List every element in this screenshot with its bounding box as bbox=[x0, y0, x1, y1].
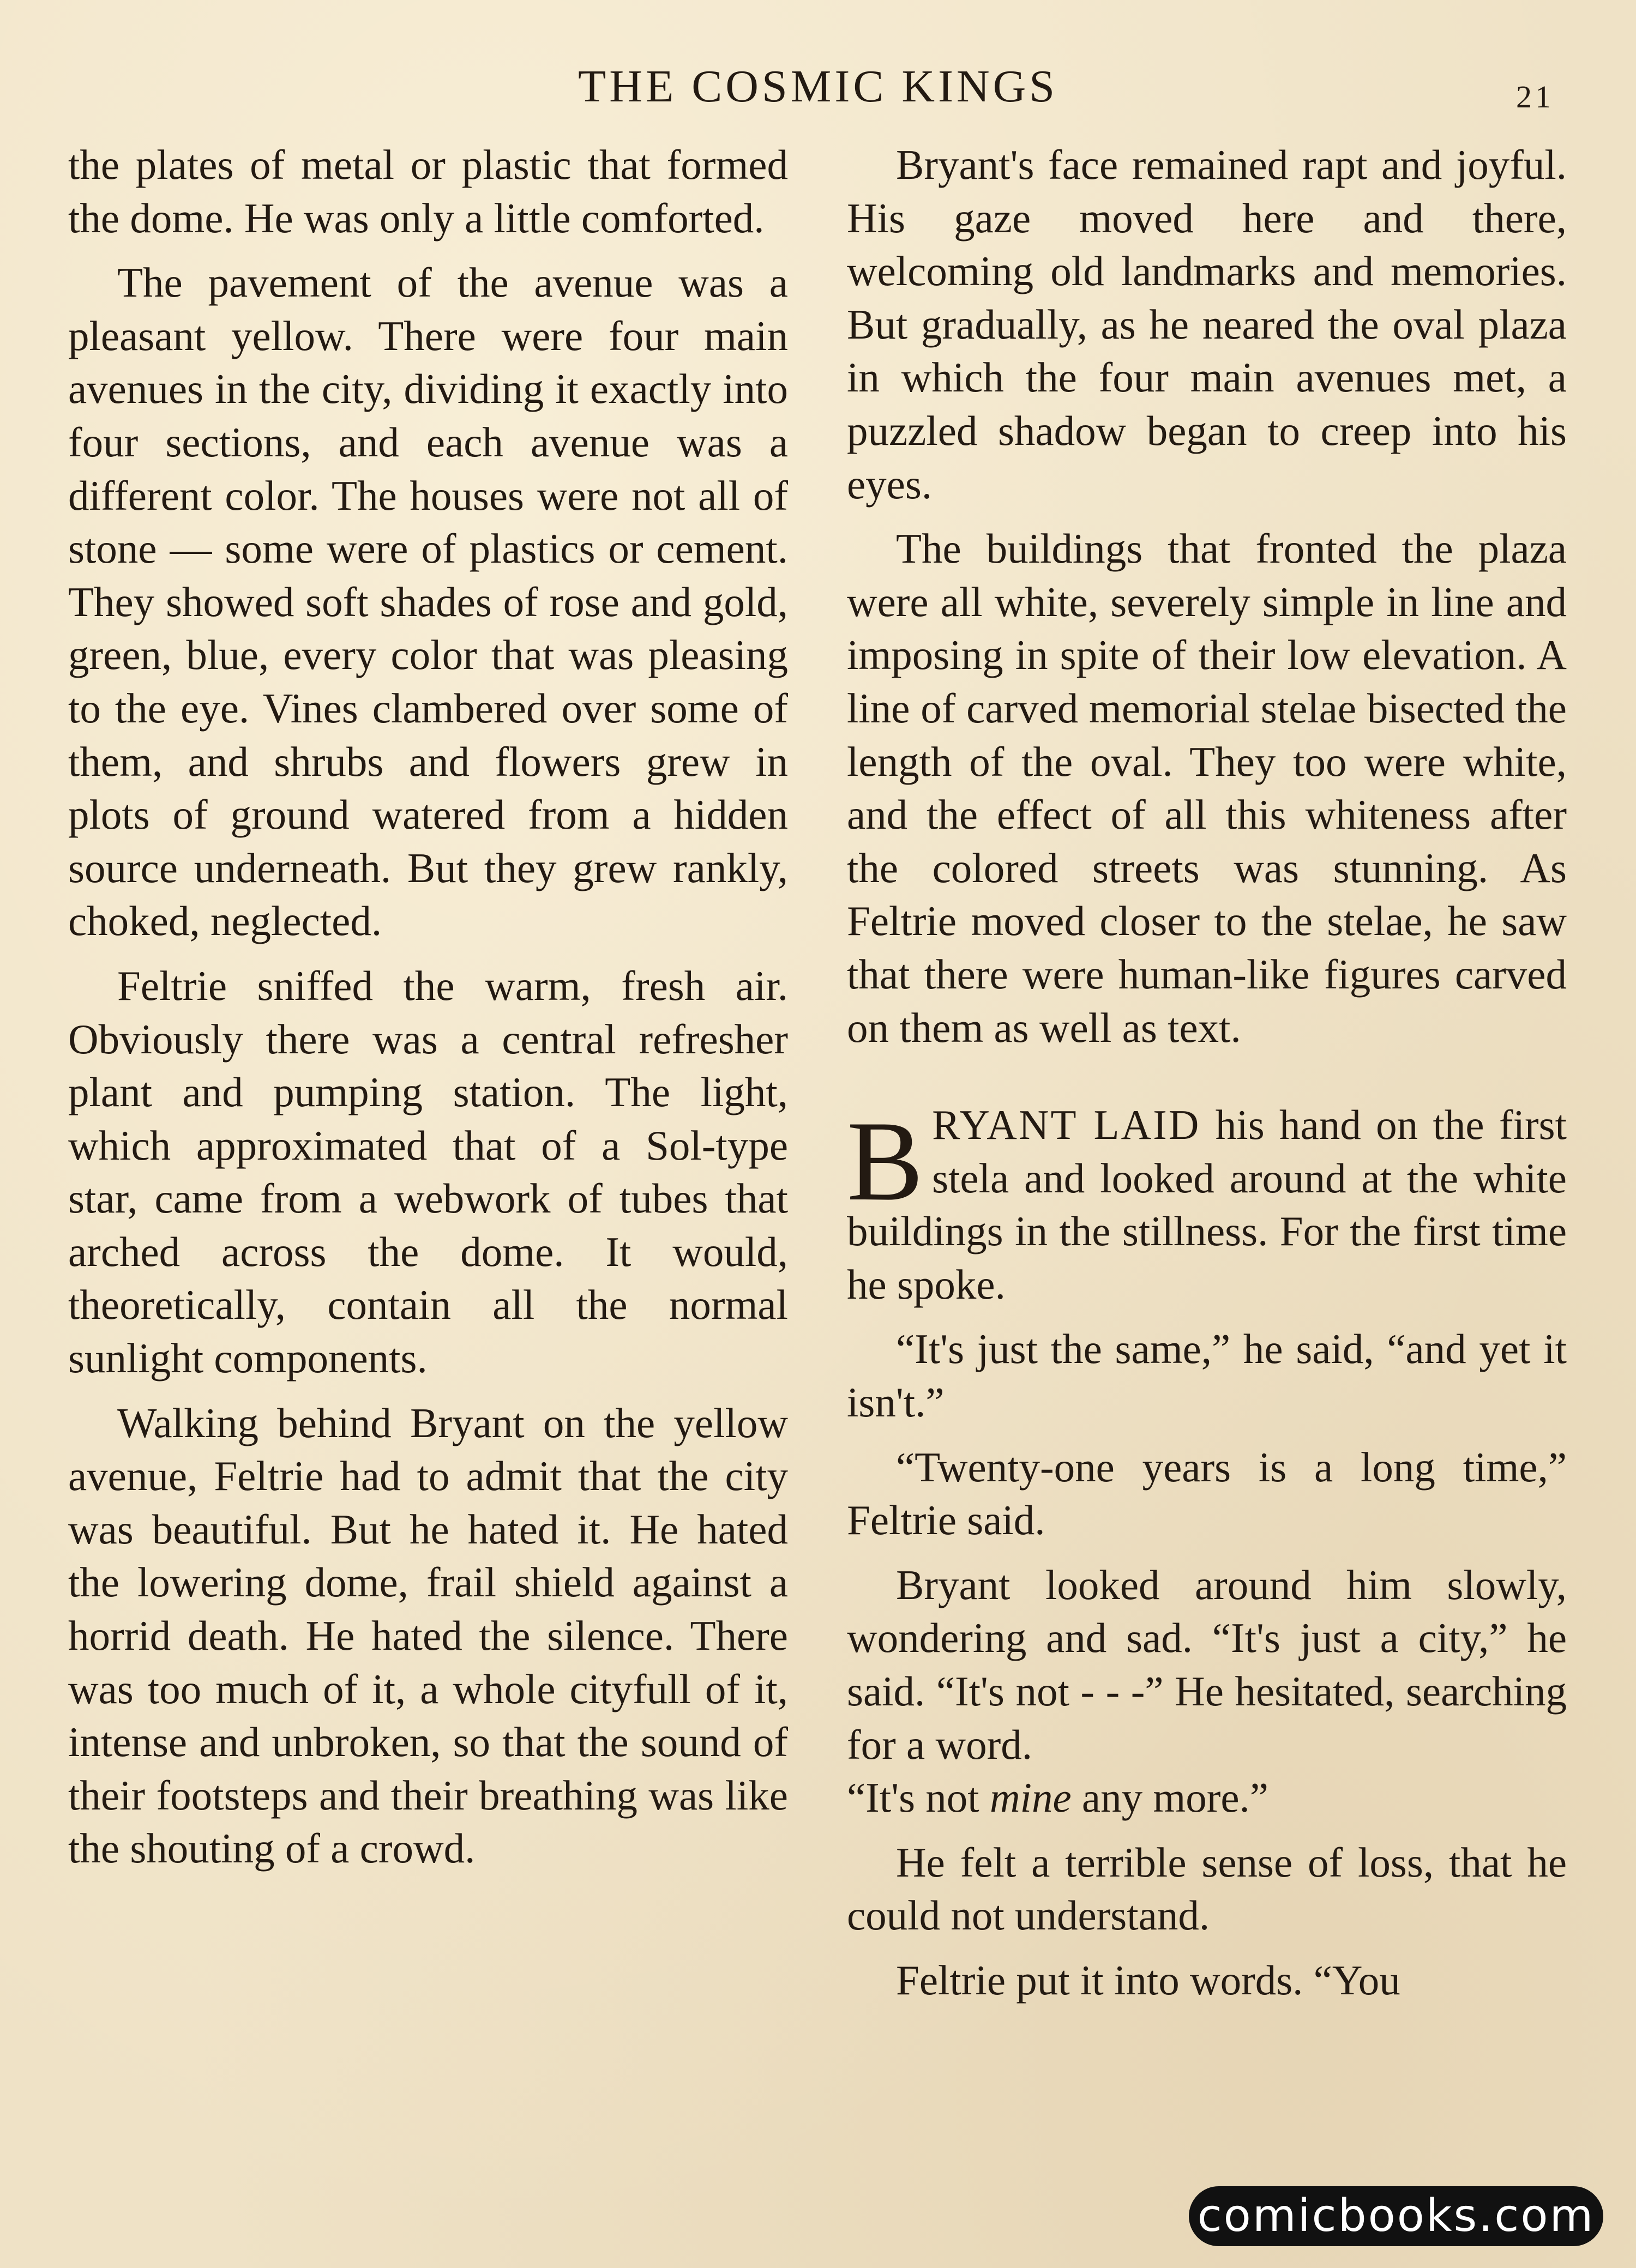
paragraph: The pavement of the avenue was a pleasant yellow. There were four main avenues in the city, dividing it exactly into four sections, and each avenue was a different color. The houses were not all of stone — some were of plastics or cement. They showed soft shades of rose and gold, green, blue, every color that was pleasing to the eye. Vines clambered over some of them, and shrubs and flowers grew in plots of ground watered from a hidden source underneath. But they grew rankly, choked, neglected. bbox=[68, 259, 788, 945]
paragraph-text: “It's not bbox=[847, 1774, 990, 1821]
page-number: 21 bbox=[1516, 79, 1554, 114]
section-break bbox=[847, 1066, 1567, 1099]
paragraph-text: his hand on the first stela and looked around at the white buildings in the stillness. For the first time he spoke. bbox=[847, 1101, 1567, 1308]
paragraph-text: any more.” bbox=[1071, 1774, 1268, 1821]
small-caps-lead: RYANT LAID bbox=[932, 1101, 1201, 1149]
left-column bbox=[68, 138, 788, 1887]
paragraph bbox=[847, 1559, 1567, 1825]
paragraph: Bryant's face remained rapt and joyful. His gaze moved here and there, welcoming old landmarks and memories. But gradually, as he neared the oval plaza in which the four main avenues met, a puzzled shadow began to creep into his eyes. bbox=[847, 141, 1567, 508]
paragraph-dropcap bbox=[847, 1099, 1567, 1311]
paragraph: “It's just the same,” he said, “and yet it isn't.” bbox=[847, 1325, 1567, 1426]
right-column bbox=[847, 138, 1567, 2019]
drop-cap: B bbox=[847, 1098, 924, 1225]
paragraph: “Twenty-one years is a long time,” Feltrie said. bbox=[847, 1443, 1567, 1544]
paragraph: Feltrie put it into words. “You bbox=[896, 1957, 1400, 2004]
running-title: THE COSMIC KINGS bbox=[578, 61, 1058, 112]
paragraph: The buildings that fronted the plaza were all white, severely simple in line and imposing in spite of their low elevation. A line of carved memorial stelae bisected the length of the oval. They too were white, and the effect of all this whiteness after the colored streets was stunning. As Feltrie moved closer to the stelae, he saw that there were human-like figures carved on them as well as text. bbox=[847, 525, 1567, 1051]
paragraph: Feltrie sniffed the warm, fresh air. Obviously there was a central refresher plant and pumping station. The light, which approximated that of a Sol-type star, came from a webwork of tubes that arched across the dome. It would, theoretically, contain all the normal sunlight components. bbox=[68, 962, 788, 1382]
paragraph-text: Bryant looked around him slowly, wondering and sad. “It's just a city,” he said. “It's not - - -” He hesitated, searching for a word. bbox=[847, 1561, 1567, 1768]
paragraph: Walking behind Bryant on the yellow avenue, Feltrie had to admit that the city was beautiful. But he hated it. He hated the lowering dome, frail shield against a horrid death. He hated the silence. There was too much of it, a whole cityfull of it, intense and unbroken, so that the sound of their footsteps and their breathing was like the shouting of a crowd. bbox=[68, 1399, 788, 1872]
paragraph: the plates of metal or plastic that formed the dome. He was only a little comforted. bbox=[68, 141, 788, 242]
emphasis-text: mine bbox=[989, 1774, 1072, 1821]
page-header bbox=[0, 60, 1636, 120]
paragraph: He felt a terrible sense of loss, that he could not understand. bbox=[847, 1838, 1567, 1939]
watermark: comicbooks.com bbox=[1189, 2186, 1603, 2246]
